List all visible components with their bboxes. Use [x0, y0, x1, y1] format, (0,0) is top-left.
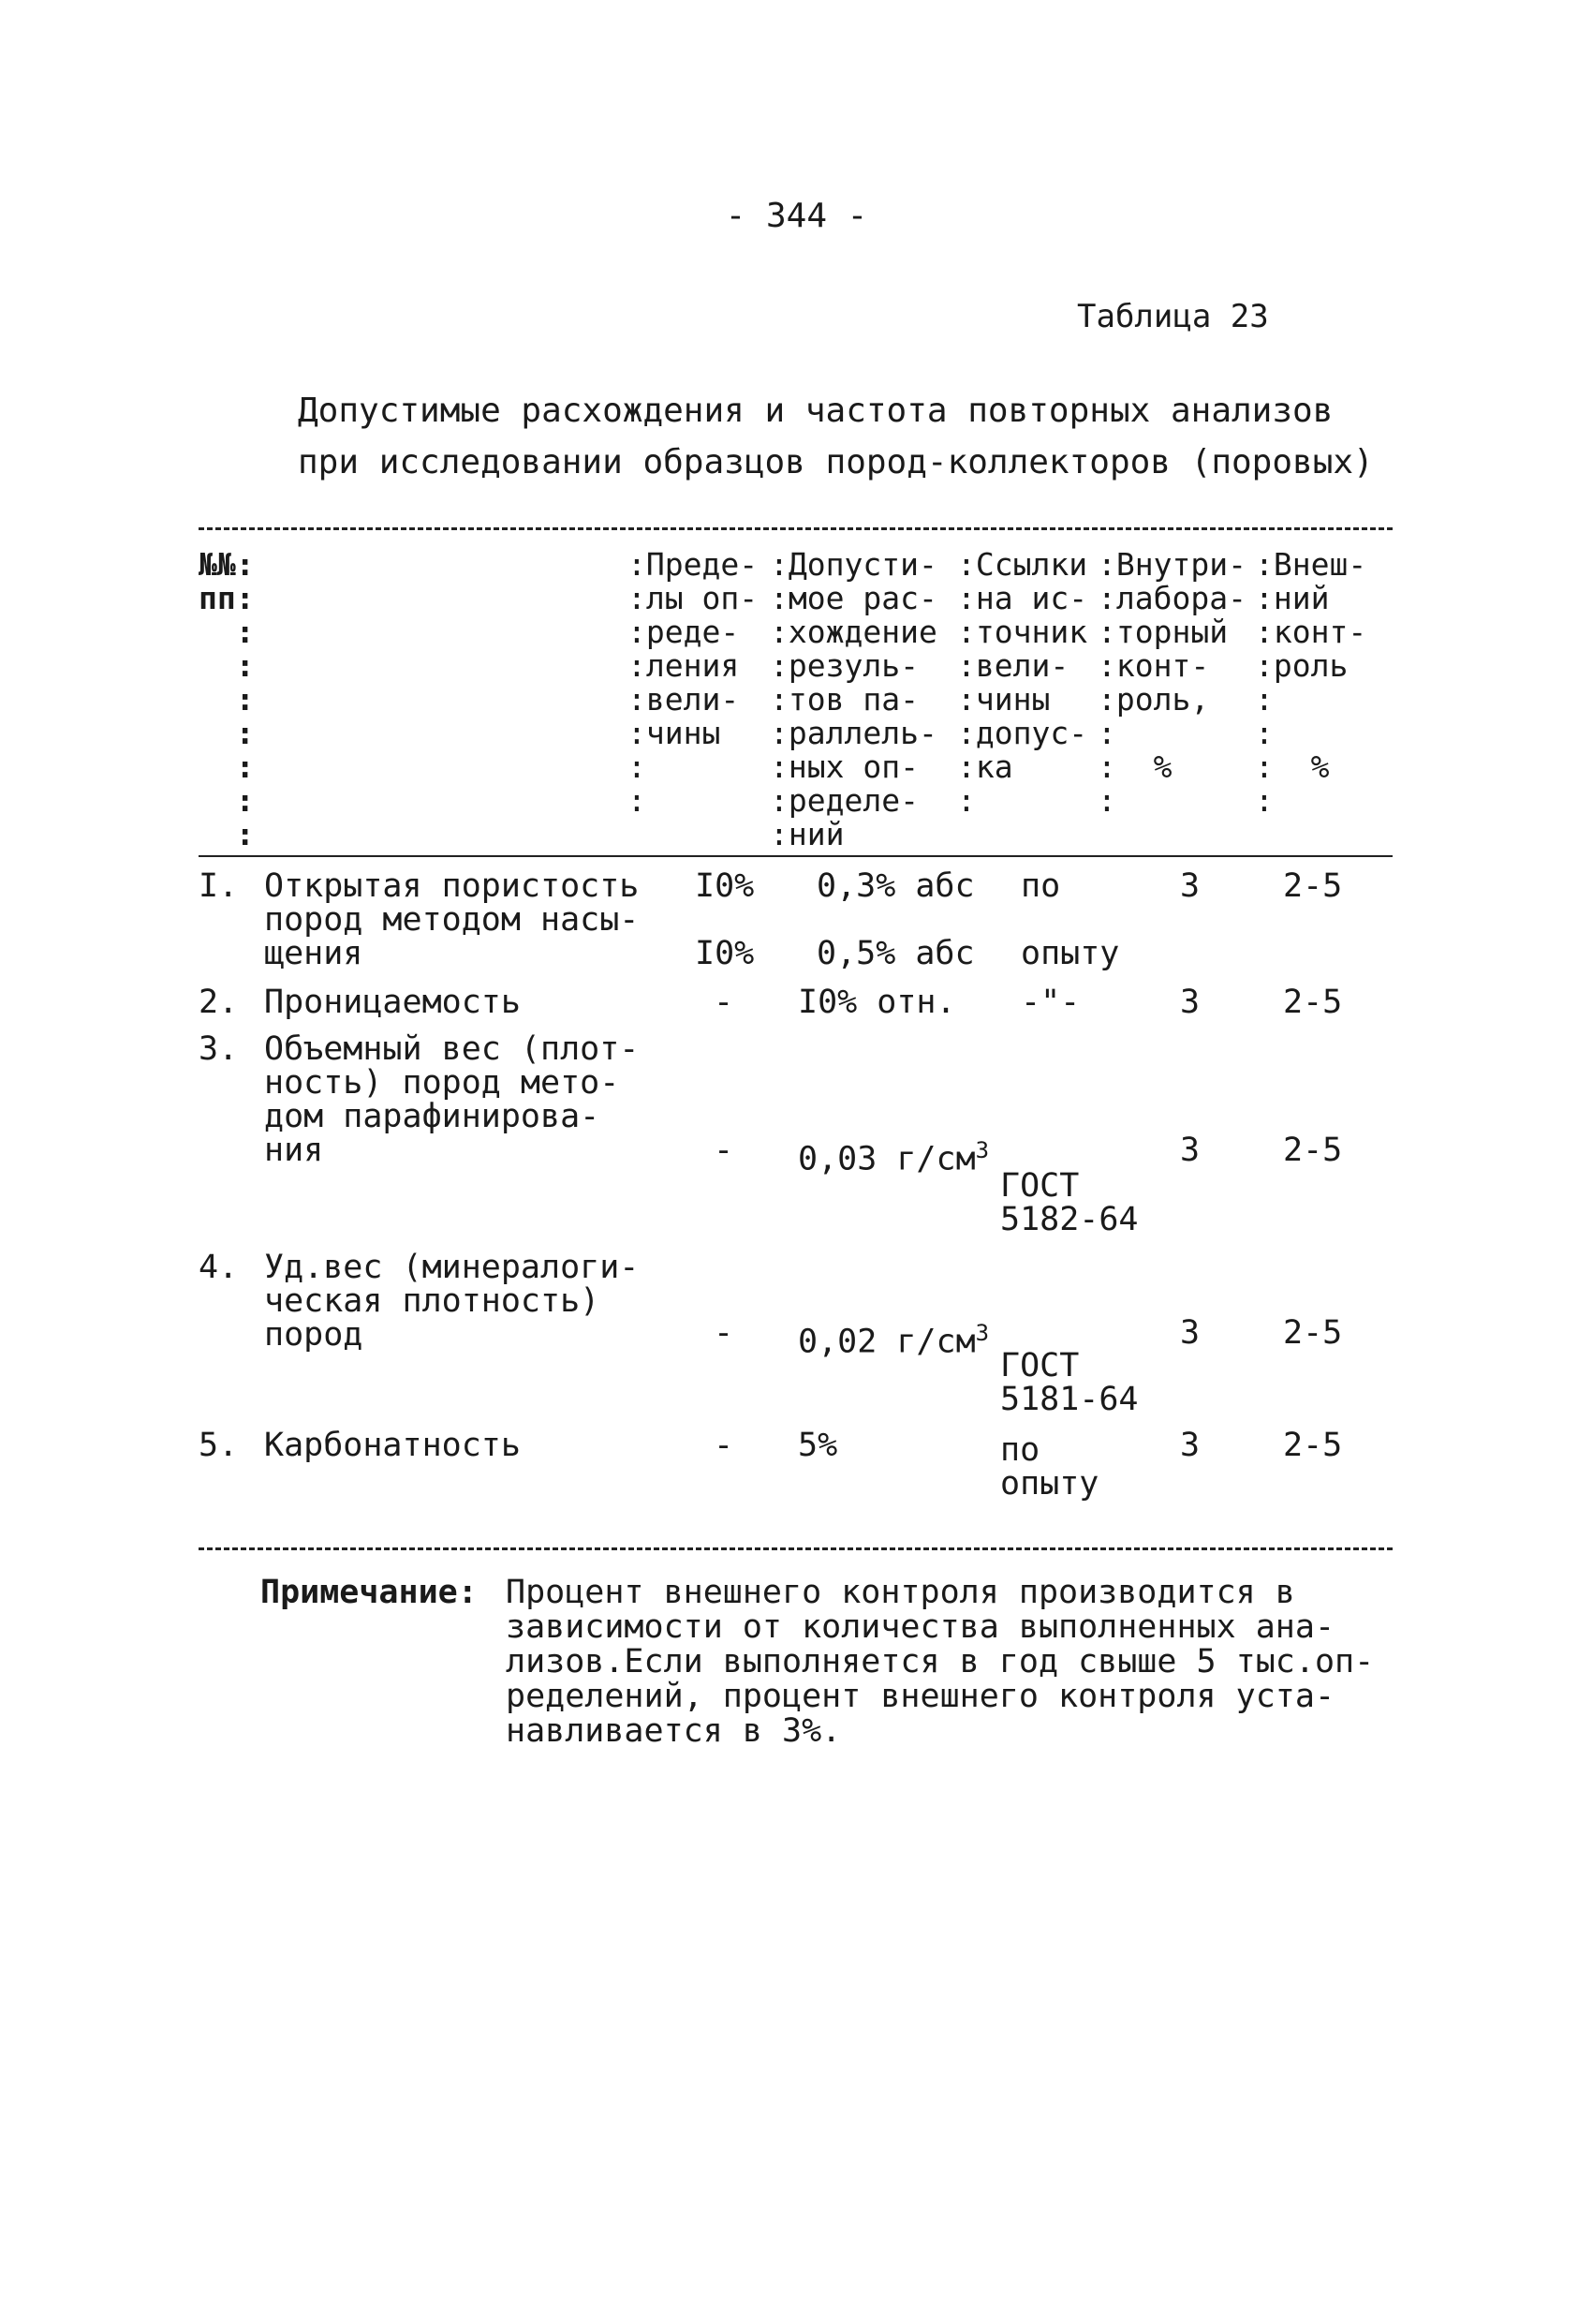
- row-limits: -: [714, 1314, 734, 1352]
- row-references: ГОСТ 5182-64: [1000, 1167, 1139, 1238]
- row-limits: -: [714, 1132, 734, 1169]
- header-external-control-column: :Внеш- :ний :конт- :роль : : : % :: [1255, 546, 1367, 819]
- row-allowed: 5%: [798, 1427, 838, 1464]
- row-allowed-value: [798, 1133, 989, 1177]
- row-external-control: 2-5: [1283, 1132, 1343, 1169]
- row-internal-control: 3: [1180, 1314, 1201, 1352]
- unit-exponent: 3: [975, 1320, 990, 1346]
- row-number: 5.: [199, 1427, 239, 1464]
- table-title-line-2: при исследовании образцов пород-коллекторов (поровых): [298, 443, 1374, 481]
- header-references-column: :Ссылки :на ис- :точник :вели- :чины :допус- :ка :: [957, 546, 1088, 819]
- header-allowed-column: :Допусти- :мое рас- :хождение :резуль- :тов па- :раллель- :ных оп- :ределе- :ний: [770, 546, 937, 852]
- row-references: ГОСТ 5181-64: [1000, 1347, 1139, 1418]
- row-name: Уд.вес (минералоги- ческая плотность) пород: [264, 1249, 640, 1354]
- page-number: - 344 -: [725, 197, 868, 235]
- row-external-control: 2-5: [1283, 1427, 1343, 1464]
- header-number-column: №№: пп: : : : : : : :: [199, 546, 255, 852]
- table-title-line-1: Допустимые расхождения и частота повторных анализов: [298, 392, 1334, 430]
- row-allowed: 0,03 г/см: [798, 1140, 976, 1178]
- row-number: 3.: [199, 1030, 239, 1068]
- row-internal-control: 3: [1180, 1132, 1201, 1169]
- header-rule: [199, 855, 1393, 857]
- row-name: Карбонатность: [264, 1427, 521, 1464]
- row-name: Проницаемость: [264, 984, 521, 1021]
- note-text: Процент внешнего контроля производится в зависимости от количества выполненных ана- лизов.Если выполняется в год свыше 5 тыс.оп- ределений, процент внешнего контроля уста- навливается в 3%.: [506, 1574, 1375, 1750]
- row-internal-control: 3: [1180, 984, 1201, 1021]
- top-rule: [199, 527, 1393, 530]
- row-name: Открытая пористость пород методом насы- щения: [264, 867, 640, 972]
- row-name: Объемный вес (плот- ность) пород мето- дом парафинирова- ния: [264, 1030, 640, 1169]
- row-allowed: I0% отн.: [798, 984, 956, 1021]
- row-external-control: 2-5: [1283, 1314, 1343, 1352]
- row-internal-control: 3: [1180, 867, 1201, 905]
- row-references: -"-: [1021, 984, 1081, 1021]
- note-label: Примечание:: [260, 1574, 478, 1611]
- unit-exponent: 3: [975, 1137, 990, 1163]
- header-internal-control-column: :Внутри- :лабора- :торный :конт- :роль, : : % :: [1098, 546, 1246, 819]
- header-limits-column: :Преде- :лы оп- :реде- :ления :вели- :чины : :: [627, 546, 759, 819]
- row-allowed: 0,02 г/см: [798, 1323, 976, 1361]
- row-internal-control: 3: [1180, 1427, 1201, 1464]
- row-external-control: 2-5: [1283, 984, 1343, 1021]
- table-label: Таблица 23: [1077, 298, 1269, 335]
- row-limits: -: [714, 984, 734, 1021]
- row-number: 4.: [199, 1249, 239, 1286]
- row-allowed-value: [798, 1316, 989, 1359]
- row-limits: I0% I0%: [695, 867, 755, 972]
- row-allowed: 0,3% абс 0,5% абс: [817, 867, 975, 972]
- row-limits: -: [714, 1427, 734, 1464]
- row-number: I.: [199, 867, 239, 905]
- row-references: по опыту: [1000, 1431, 1099, 1502]
- row-external-control: 2-5: [1283, 867, 1343, 905]
- row-number: 2.: [199, 984, 239, 1021]
- bottom-rule: [199, 1547, 1393, 1550]
- row-references: по опыту: [1021, 867, 1120, 972]
